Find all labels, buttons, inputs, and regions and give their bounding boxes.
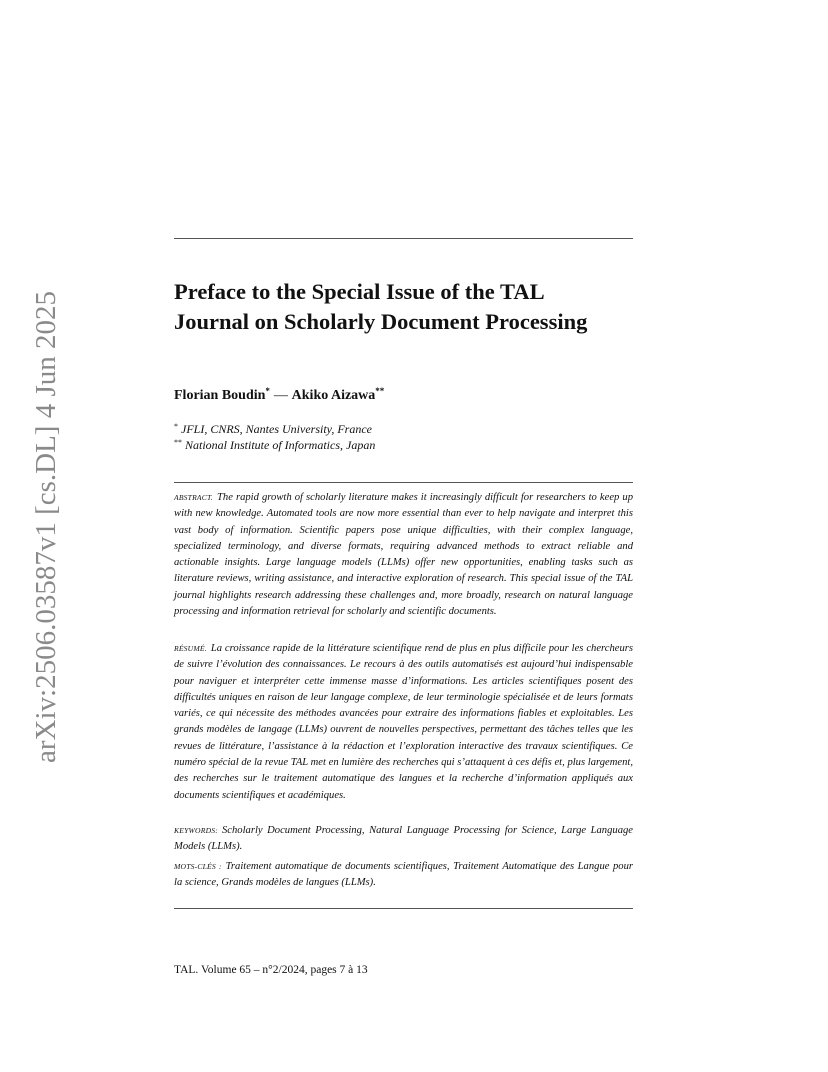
abstract-text: The rapid growth of scholarly literature makes it increasingly difficult for researchers to keep up with new knowledge. Automated tools are now more essential than ever to help navigate and interpret this vast body of information. Scientific papers pose unique difficulties, with their complex language, specialized terminology, and diverse formats, requiring advanced methods to extract reliable and actionable insights. Large language models (LLMs) offer new opportunities, enabling tasks such as literature reviews, writing assistance, and interactive exploration of research. This special issue of the TAL journal highlights research addressing these challenges and, more broadly, research on natural language processing and information retrieval for scholarly and scientific documents. (174, 492, 633, 618)
paper-title (174, 277, 644, 337)
author-affiliation-mark: ** (375, 386, 385, 396)
author-affiliation-mark: * (265, 386, 270, 396)
author-name: Akiko Aizawa (291, 388, 376, 403)
mots-cles-label: MOTS-CLÉS : (174, 862, 222, 871)
affiliation-mark: ** (174, 438, 182, 447)
author-list (174, 386, 633, 406)
keywords-text: Scholarly Document Processing, Natural Language Processing for Science, Large Language Models (LLMs). (174, 825, 633, 853)
keywords-paragraph (174, 823, 633, 856)
author-separator: — (273, 388, 288, 403)
affiliation-text: National Institute of Informatics, Japan (185, 438, 376, 452)
affiliation-mark: * (174, 422, 178, 431)
affiliation-list (174, 421, 633, 453)
mots-cles-text: Traitement automatique de documents scientifiques, Traitement Automatique des Langue pour la science, Grands modèles de langues (LLMs). (174, 861, 633, 889)
author-name: Florian Boudin (174, 388, 266, 403)
abstract-label: ABSTRACT. (174, 493, 213, 502)
arxiv-identifier-stamp: arXiv:2506.03587v1 [cs.DL] 4 Jun 2025 (30, 290, 62, 763)
abstract-paragraph (174, 490, 633, 620)
resume-text: La croissance rapide de la littérature scientifique rend de plus en plus difficile pour les chercheurs de suivre l’évolution des connaissances. Le recours à des outils automatisés est aujourd’hui indispensable pour naviguer et interpréter cette immense masse d’informations. Les articles scientifiques posent des difficultés uniques en raison de leur langage complexe, de leur terminologie spécialisée et de leurs formats variés, ce qui nécessite des méthodes avancées pour extraire des informations fiables et exploitables. Les grands modèles de langage (LLMs) ouvrent de nouvelles perspectives, permettant des tâches telles que les revues de littérature, l’assistance à la rédaction et l’exploration interactive des travaux scientifiques. Ce numéro spécial de la revue TAL met en lumière des recherches qui s’attaquent à ces défis et, plus largement, des recherches sur le traitement automatique des langues et la recherche d’information appliqués aux documents scientifiques et académiques. (174, 643, 633, 801)
affiliation-item (174, 421, 633, 437)
mots-cles-paragraph (174, 859, 633, 892)
paper-title-line-2: Journal on Scholarly Document Processing (174, 309, 588, 334)
abstract-top-rule (174, 482, 633, 483)
resume-paragraph (174, 641, 633, 804)
abstract-bottom-rule (174, 908, 633, 909)
resume-label: RÉSUMÉ. (174, 644, 207, 653)
paper-title-line-1: Preface to the Special Issue of the TAL (174, 279, 545, 304)
affiliation-item (174, 437, 633, 453)
affiliation-text: JFLI, CNRS, Nantes University, France (181, 422, 372, 436)
keywords-label: KEYWORDS: (174, 826, 218, 835)
journal-footer: TAL. Volume 65 – n°2/2024, pages 7 à 13 (174, 964, 368, 976)
top-rule (174, 238, 633, 239)
